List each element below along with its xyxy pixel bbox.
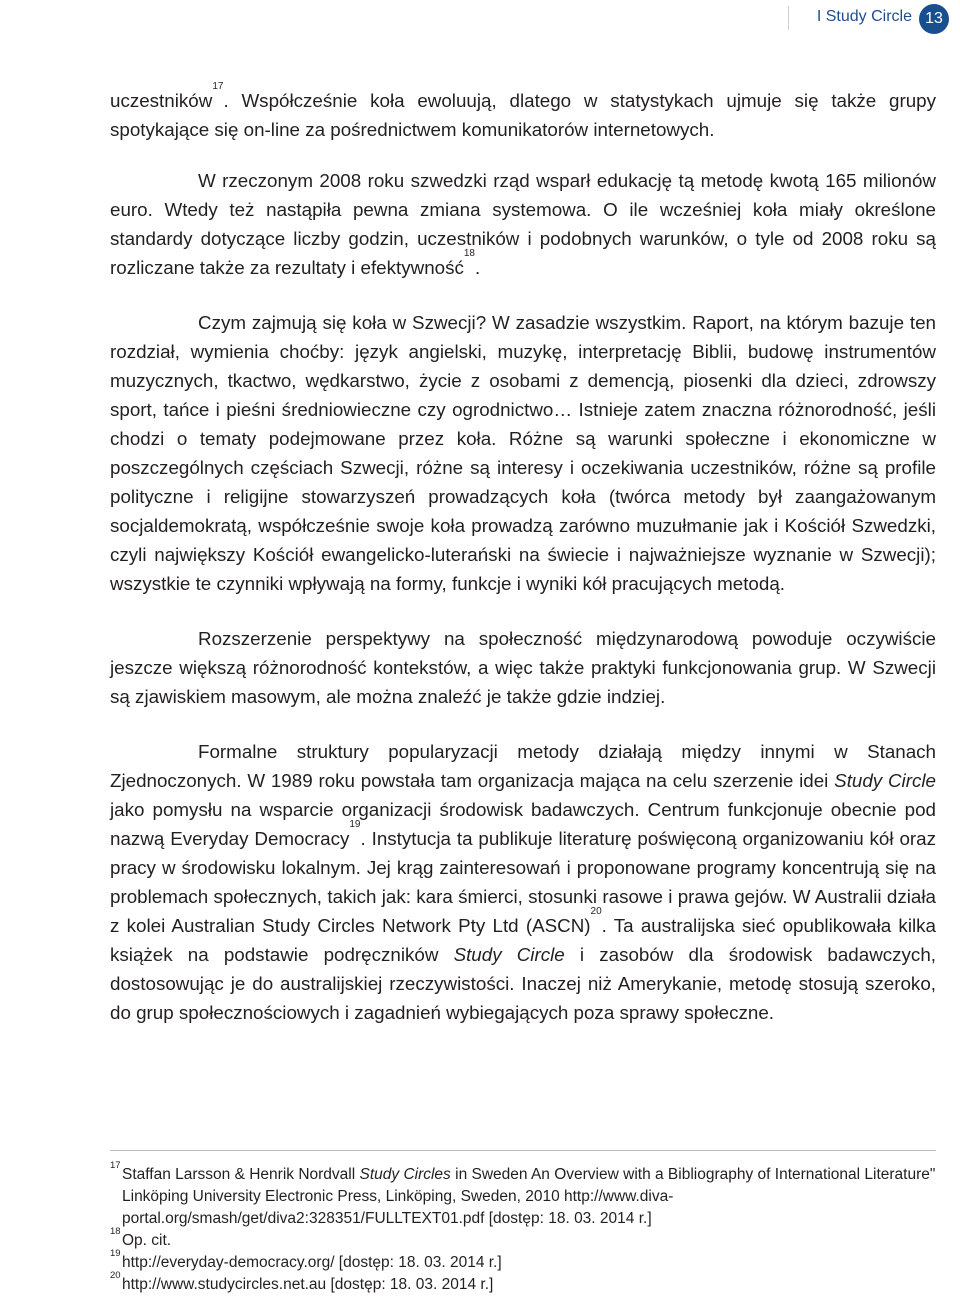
footnote-19: 19 http://everyday-democracy.org/ [dostęp: 18. 03. 2014 r.]	[110, 1248, 502, 1271]
footnote-ref-19: 19	[349, 819, 361, 830]
footnote-ref-17: 17	[212, 81, 224, 92]
footnote-20: 20 http://www.studycircles.net.au [dostęp: 18. 03. 2014 r.]	[110, 1270, 494, 1293]
paragraph-4: Rozszerzenie perspektywy na społeczność międzynarodową powoduje oczywiście jeszcze większą różnorodność kontekstów, a więc także praktyki funkcjonowania grup. W Szwecji są zjawiskiem masowym, ale można znaleźć je także gdzie indziej.	[110, 628, 936, 707]
footnote-number: 17	[110, 1160, 121, 1171]
paragraph-5: Formalne struktury popularyzacji metody działają między innymi w Stanach Zjednoczonych. W 1989 roku powstała tam organizacja mająca na celu szerzenie idei Study Circle jako pomysłu na wsparcie organizacji środowisk badawczych. Centrum funkcjonuje obecnie pod nazwą Everyday Democracy$^{19}$. Instytucja ta publikuje literaturę poświęconą organizowaniu kół oraz pracy w środowisku lokalnym. Jej krąg zainteresowań i proponowane programy koncentrują się na problemach społecznych, takich jak: kara śmierci, stosunki rasowe i prawa gejów. W Australii działa z kolei Australian Study Circles Network Pty Ltd (ASCN)$^{20}$. Ta australijska sieć opublikowała kilka książek na podstawie podręczników Study Circle i zasobów dla środowisk badawczych, dostosowując je do australijskiej rzeczywistości. Inaczej niż Amerykanie, metodę stosują szeroko, do grup społecznościowych i zagadnień wybiegających poza sprawy społeczne.	[110, 741, 936, 1023]
running-title: I Study Circle	[816, 8, 912, 25]
study-circle-term: Study Circle	[834, 770, 936, 791]
study-circle-term: Study Circle	[453, 944, 565, 965]
footnote-17: 17 Staffan Larsson & Henrik Nordvall Study Circles in Sweden An Overview with a Bibliography of International Literature" Linköping University Electronic Press, Linköping, Sweden, 2010 http://www.diva-portal.org/smash/get/diva2:328351/FULLTEXT01.pdf [dostęp: 18. 03. 2014 r.]	[110, 1160, 936, 1227]
main-text	[110, 81, 936, 1027]
paragraph-1: uczestników$^{17}$. Współcześnie koła ewoluują, dlatego w statystykach ujmuje się także grupy spotykające się on-line za pośrednictwem komunikatorów internetowych.	[110, 81, 936, 140]
footnote-number: 19	[110, 1248, 121, 1259]
paragraph-3: Czym zajmują się koła w Szwecji? W zasadzie wszystkim. Raport, na którym bazuje ten rozdział, wymienia choćby: język angielski, muzykę, interpretację Biblii, budowę instrumentów muzycznych, tkactwo, wędkarstwo, życie z osobami z demencją, piosenki dla dzieci, zdrowszy sport, tańce i pieśni średniowieczne czy ogrodnictwo… Istnieje zatem znaczna różnorodność, jeśli chodzi o tematy podejmowane przez koła. Różne są warunki społeczne i ekonomiczne w poszczególnych częściach Szwecji, różne są interesy i oczekiwania uczestników, różne są profile polityczne i religijne stowarzyszeń prowadzących koła (twórca metody był zaangażowanym socjaldemokratą, współcześnie swoje koła prowadzą zarówno muzułmanie jak i Kościół Szwedzki, czyli największy Kościół ewangelicko-luterański na świecie i najważniejsze wyznanie w Szwecji); wszystkie te czynniki wpływają na formy, funkcje i wyniki kół pracujących metodą.	[110, 312, 936, 594]
footnote-number: 20	[110, 1270, 121, 1281]
footnote-separator	[110, 1150, 936, 1151]
page-number-badge: 13	[919, 4, 949, 34]
footnote-number: 18	[110, 1226, 121, 1237]
header-divider	[788, 6, 789, 30]
footnote-ref-20: 20	[590, 906, 602, 917]
paragraph-2: W rzeczonym 2008 roku szwedzki rząd wsparł edukację tą metodę kwotą 165 milionów euro. Wtedy też nastąpiła pewna zmiana systemowa. O ile wcześniej koła miały określone standardy dotyczące liczby godzin, uczestników i podobnych warunków, o tyle od 2008 roku są rozliczane także za rezultaty i efektywność$^{18}$.	[110, 170, 936, 278]
page-header	[0, 0, 960, 38]
footnote-ref-18: 18	[463, 248, 475, 259]
footnotes	[110, 1160, 936, 1296]
footnote-18: 18 Op. cit.	[110, 1226, 172, 1249]
